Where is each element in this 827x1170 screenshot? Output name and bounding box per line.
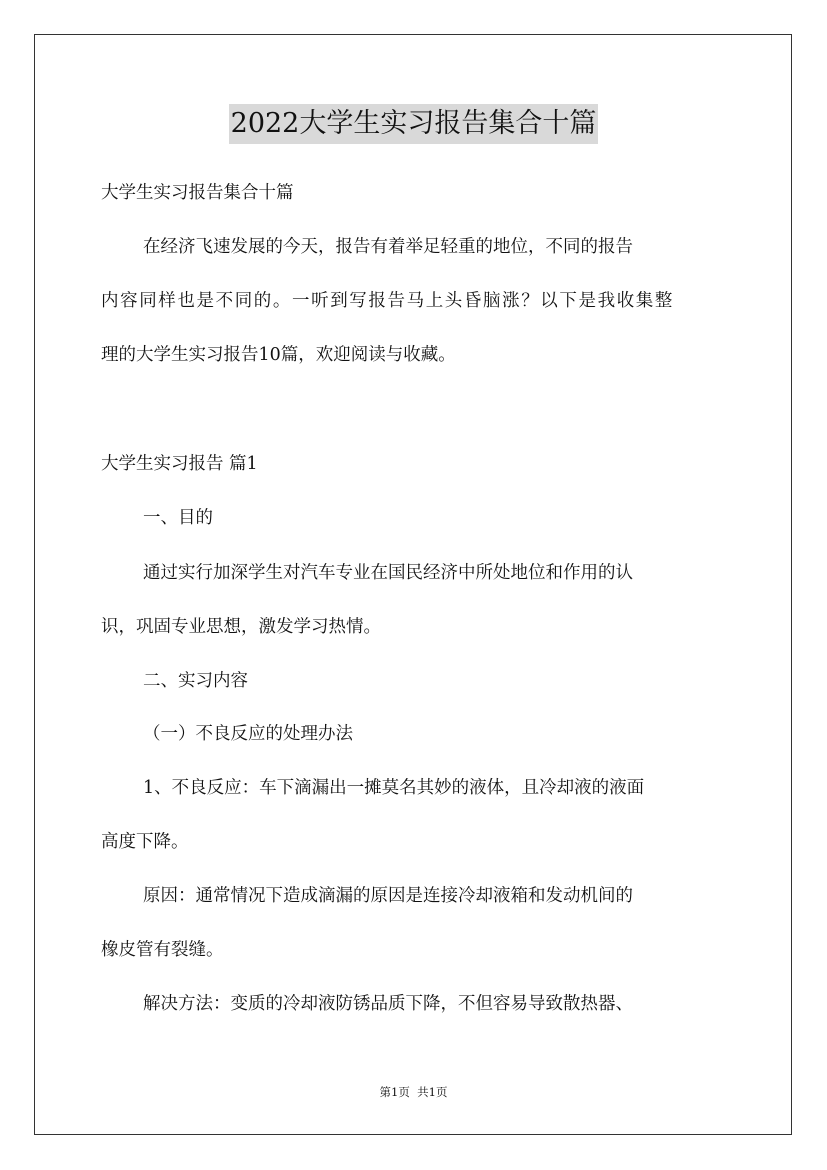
document-title [0, 102, 827, 144]
body-subheading: （一）不良反应的处理办法 [143, 724, 353, 744]
body-line-1: 通过实行加深学生对汽车专业在国民经济中所处地位和作用的认 [143, 563, 633, 583]
body-line-2: 识，巩固专业思想，激发学习热情。 [101, 617, 381, 637]
intro-line-2: 内容同样也是不同的。一听到写报告马上头昏脑涨？以下是我收集整 [101, 291, 674, 311]
body-line-4: 高度下降。 [101, 832, 189, 852]
body-line-5: 原因：通常情况下造成滴漏的原因是连接冷却液箱和发动机间的 [143, 886, 633, 906]
body-line-7: 解决方法：变质的冷却液防锈品质下降，不但容易导致散热器、 [143, 994, 633, 1014]
body-line-6: 橡皮管有裂缝。 [101, 940, 224, 960]
body-heading-purpose: 一、目的 [143, 508, 213, 528]
document-title-text: 2022大学生实习报告集合十篇 [229, 104, 599, 144]
intro-line-3: 理的大学生实习报告10篇，欢迎阅读与收藏。 [101, 345, 456, 365]
section-heading: 大学生实习报告 篇1 [101, 454, 258, 474]
page-footer [0, 1084, 827, 1100]
document-subtitle: 大学生实习报告集合十篇 [101, 183, 294, 203]
intro-line-1: 在经济飞速发展的今天，报告有着举足轻重的地位，不同的报告 [143, 237, 633, 257]
body-line-3: 1、不良反应：车下滴漏出一摊莫名其妙的液体，且冷却液的液面 [143, 778, 645, 798]
body-heading-content: 二、实习内容 [143, 671, 248, 691]
page-number-label: 第1页 共1页 [379, 1085, 448, 1099]
